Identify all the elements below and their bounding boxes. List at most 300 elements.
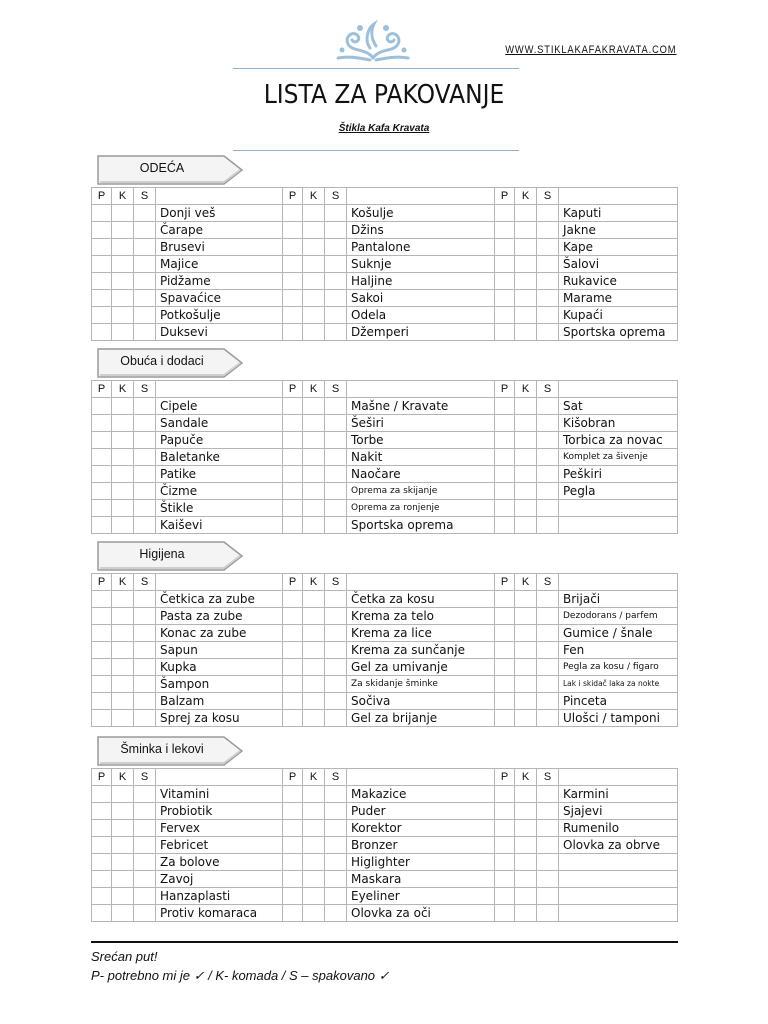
checkbox-cell-p[interactable] <box>495 905 515 922</box>
checkbox-cell-p[interactable] <box>283 500 303 517</box>
checkbox-cell-s[interactable] <box>325 517 347 534</box>
checkbox-cell-p[interactable] <box>92 608 112 625</box>
checkbox-cell-k[interactable] <box>112 591 134 608</box>
checkbox-cell-k[interactable] <box>515 256 537 273</box>
website-link[interactable]: WWW.STIKLAKAFAKRAVATA.COM <box>504 44 676 56</box>
checkbox-cell-s[interactable] <box>134 239 156 256</box>
checkbox-cell-k[interactable] <box>303 205 325 222</box>
checkbox-cell-p[interactable] <box>283 239 303 256</box>
table-header-row <box>92 574 678 591</box>
checkbox-cell-k[interactable] <box>515 415 537 432</box>
checkbox-cell-p[interactable] <box>283 659 303 676</box>
checkbox-cell-s[interactable] <box>134 415 156 432</box>
checkbox-cell-p[interactable] <box>495 517 515 534</box>
checkbox-cell-s[interactable] <box>537 500 559 517</box>
checkbox-cell-k[interactable] <box>112 710 134 727</box>
checkbox-cell-s[interactable] <box>325 659 347 676</box>
checkbox-cell-k[interactable] <box>112 398 134 415</box>
checkbox-cell-p[interactable] <box>92 710 112 727</box>
checkbox-cell-k[interactable] <box>515 710 537 727</box>
checkbox-cell-s[interactable] <box>537 307 559 324</box>
checkbox-cell-s[interactable] <box>537 398 559 415</box>
checkbox-cell-k[interactable] <box>303 222 325 239</box>
checkbox-cell-s[interactable] <box>325 307 347 324</box>
checkbox-cell-s[interactable] <box>134 820 156 837</box>
checkbox-cell-p[interactable] <box>92 324 112 341</box>
checkbox-cell-p[interactable] <box>495 432 515 449</box>
checkbox-cell-k[interactable] <box>303 710 325 727</box>
checkbox-cell-s[interactable] <box>325 415 347 432</box>
checkbox-cell-p[interactable] <box>495 854 515 871</box>
checkbox-cell-p[interactable] <box>92 256 112 273</box>
checkbox-cell-s[interactable] <box>134 871 156 888</box>
checkbox-cell-k[interactable] <box>112 324 134 341</box>
checkbox-cell-p[interactable] <box>495 273 515 290</box>
checkbox-cell-k[interactable] <box>303 608 325 625</box>
checkbox-cell-s[interactable] <box>134 693 156 710</box>
checkbox-cell-p[interactable] <box>495 871 515 888</box>
checkbox-cell-k[interactable] <box>303 676 325 693</box>
checkbox-cell-p[interactable] <box>283 432 303 449</box>
checkbox-cell-s[interactable] <box>537 820 559 837</box>
table-row <box>92 256 678 273</box>
checkbox-cell-s[interactable] <box>325 466 347 483</box>
checkbox-cell-s[interactable] <box>134 905 156 922</box>
checkbox-cell-k[interactable] <box>515 820 537 837</box>
column-header-k: K <box>515 574 537 591</box>
checkbox-cell-k[interactable] <box>303 290 325 307</box>
checkbox-cell-k[interactable] <box>112 256 134 273</box>
checkbox-cell-s[interactable] <box>537 432 559 449</box>
checkbox-cell-p[interactable] <box>283 837 303 854</box>
checkbox-cell-k[interactable] <box>112 415 134 432</box>
checkbox-cell-s[interactable] <box>537 517 559 534</box>
checkbox-cell-s[interactable] <box>537 324 559 341</box>
checkbox-cell-p[interactable] <box>283 642 303 659</box>
checkbox-cell-k[interactable] <box>515 854 537 871</box>
checkbox-cell-k[interactable] <box>112 432 134 449</box>
checkbox-cell-s[interactable] <box>325 608 347 625</box>
checkbox-cell-k[interactable] <box>515 432 537 449</box>
checkbox-cell-k[interactable] <box>515 888 537 905</box>
checkbox-cell-k[interactable] <box>112 854 134 871</box>
checkbox-cell-s[interactable] <box>134 625 156 642</box>
checkbox-cell-s[interactable] <box>325 398 347 415</box>
column-header-k: K <box>112 574 134 591</box>
checkbox-cell-k[interactable] <box>515 591 537 608</box>
checkbox-cell-k[interactable] <box>515 659 537 676</box>
checkbox-cell-s[interactable] <box>537 239 559 256</box>
checkbox-cell-s[interactable] <box>134 398 156 415</box>
checkbox-cell-p[interactable] <box>92 871 112 888</box>
checkbox-cell-k[interactable] <box>515 324 537 341</box>
checkbox-cell-s[interactable] <box>325 222 347 239</box>
checkbox-cell-k[interactable] <box>303 803 325 820</box>
checkbox-cell-p[interactable] <box>92 273 112 290</box>
checkbox-cell-p[interactable] <box>283 625 303 642</box>
checkbox-cell-p[interactable] <box>283 273 303 290</box>
checkbox-cell-s[interactable] <box>537 205 559 222</box>
checkbox-cell-k[interactable] <box>303 693 325 710</box>
checkbox-cell-s[interactable] <box>325 676 347 693</box>
checkbox-cell-s[interactable] <box>537 415 559 432</box>
checkbox-cell-k[interactable] <box>303 324 325 341</box>
checkbox-cell-s[interactable] <box>537 693 559 710</box>
checkbox-cell-k[interactable] <box>303 786 325 803</box>
checkbox-cell-s[interactable] <box>537 449 559 466</box>
checkbox-cell-p[interactable] <box>92 786 112 803</box>
checkbox-cell-s[interactable] <box>134 803 156 820</box>
checkbox-cell-k[interactable] <box>515 449 537 466</box>
checkbox-cell-k[interactable] <box>515 837 537 854</box>
checkbox-cell-p[interactable] <box>92 239 112 256</box>
checkbox-cell-s[interactable] <box>325 871 347 888</box>
checkbox-cell-k[interactable] <box>303 837 325 854</box>
checkbox-cell-s[interactable] <box>134 608 156 625</box>
checkbox-cell-p[interactable] <box>283 398 303 415</box>
checkbox-cell-s[interactable] <box>325 786 347 803</box>
checkbox-cell-p[interactable] <box>283 256 303 273</box>
checkbox-cell-k[interactable] <box>112 239 134 256</box>
checkbox-cell-p[interactable] <box>495 205 515 222</box>
checkbox-cell-p[interactable] <box>495 290 515 307</box>
checkbox-cell-p[interactable] <box>283 710 303 727</box>
checkbox-cell-s[interactable] <box>134 256 156 273</box>
checkbox-cell-p[interactable] <box>495 837 515 854</box>
checkbox-cell-k[interactable] <box>303 659 325 676</box>
checkbox-cell-p[interactable] <box>283 449 303 466</box>
checkbox-cell-k[interactable] <box>515 483 537 500</box>
checkbox-cell-k[interactable] <box>112 820 134 837</box>
checkbox-cell-p[interactable] <box>92 398 112 415</box>
checkbox-cell-k[interactable] <box>303 500 325 517</box>
checkbox-cell-s[interactable] <box>325 273 347 290</box>
checkbox-cell-p[interactable] <box>495 398 515 415</box>
checkbox-cell-p[interactable] <box>92 222 112 239</box>
checkbox-cell-k[interactable] <box>515 398 537 415</box>
checkbox-cell-p[interactable] <box>92 659 112 676</box>
checkbox-cell-p[interactable] <box>495 256 515 273</box>
checkbox-cell-s[interactable] <box>537 676 559 693</box>
section-sminka-i-lekovi <box>91 734 677 922</box>
checkbox-cell-p[interactable] <box>283 307 303 324</box>
checkbox-cell-k[interactable] <box>303 398 325 415</box>
checkbox-cell-k[interactable] <box>112 786 134 803</box>
checkbox-cell-p[interactable] <box>495 449 515 466</box>
checkbox-cell-s[interactable] <box>134 500 156 517</box>
page-subtitle: Štikla Kafa Kravata <box>338 123 430 134</box>
checkbox-cell-s[interactable] <box>134 854 156 871</box>
checkbox-cell-s[interactable] <box>537 905 559 922</box>
checkbox-cell-p[interactable] <box>92 466 112 483</box>
checkbox-cell-k[interactable] <box>515 222 537 239</box>
checkbox-cell-s[interactable] <box>537 256 559 273</box>
checkbox-cell-k[interactable] <box>515 466 537 483</box>
checkbox-cell-k[interactable] <box>112 273 134 290</box>
checkbox-cell-s[interactable] <box>325 710 347 727</box>
checkbox-cell-s[interactable] <box>134 591 156 608</box>
checkbox-cell-s[interactable] <box>537 786 559 803</box>
checkbox-cell-p[interactable] <box>92 642 112 659</box>
checkbox-cell-p[interactable] <box>92 517 112 534</box>
checkbox-cell-s[interactable] <box>134 676 156 693</box>
checkbox-cell-k[interactable] <box>303 239 325 256</box>
checkbox-cell-p[interactable] <box>92 449 112 466</box>
checkbox-cell-s[interactable] <box>134 710 156 727</box>
checkbox-cell-p[interactable] <box>495 693 515 710</box>
item-label: Sočiva <box>347 693 495 710</box>
checkbox-cell-s[interactable] <box>537 710 559 727</box>
checkbox-cell-p[interactable] <box>283 820 303 837</box>
checkbox-cell-p[interactable] <box>283 676 303 693</box>
checkbox-cell-p[interactable] <box>92 693 112 710</box>
checkbox-cell-p[interactable] <box>283 290 303 307</box>
checkbox-cell-s[interactable] <box>325 693 347 710</box>
checkbox-cell-p[interactable] <box>92 820 112 837</box>
checkbox-cell-s[interactable] <box>325 591 347 608</box>
checkbox-cell-k[interactable] <box>515 205 537 222</box>
checkbox-cell-s[interactable] <box>134 888 156 905</box>
checkbox-cell-s[interactable] <box>537 591 559 608</box>
checkbox-cell-s[interactable] <box>537 273 559 290</box>
checkbox-cell-s[interactable] <box>325 854 347 871</box>
checkbox-cell-p[interactable] <box>495 222 515 239</box>
checkbox-cell-p[interactable] <box>495 625 515 642</box>
checkbox-cell-k[interactable] <box>515 803 537 820</box>
checkbox-cell-p[interactable] <box>283 608 303 625</box>
checkbox-cell-k[interactable] <box>303 820 325 837</box>
checkbox-cell-s[interactable] <box>537 483 559 500</box>
checkbox-cell-p[interactable] <box>283 415 303 432</box>
checkbox-cell-s[interactable] <box>325 483 347 500</box>
checkbox-cell-p[interactable] <box>92 307 112 324</box>
checkbox-cell-p[interactable] <box>92 290 112 307</box>
checkbox-cell-k[interactable] <box>515 500 537 517</box>
checkbox-cell-k[interactable] <box>515 676 537 693</box>
checkbox-cell-p[interactable] <box>495 483 515 500</box>
checkbox-cell-p[interactable] <box>283 324 303 341</box>
checkbox-cell-p[interactable] <box>495 659 515 676</box>
checkbox-cell-p[interactable] <box>92 854 112 871</box>
checkbox-cell-s[interactable] <box>537 803 559 820</box>
checkbox-cell-p[interactable] <box>283 205 303 222</box>
checkbox-cell-p[interactable] <box>495 500 515 517</box>
checkbox-cell-k[interactable] <box>112 676 134 693</box>
checkbox-cell-k[interactable] <box>112 307 134 324</box>
checkbox-cell-p[interactable] <box>92 888 112 905</box>
checkbox-cell-s[interactable] <box>325 205 347 222</box>
checkbox-cell-k[interactable] <box>112 500 134 517</box>
checkbox-cell-k[interactable] <box>303 888 325 905</box>
checkbox-cell-k[interactable] <box>515 608 537 625</box>
checkbox-cell-k[interactable] <box>112 290 134 307</box>
checkbox-cell-k[interactable] <box>515 642 537 659</box>
checkbox-cell-p[interactable] <box>495 415 515 432</box>
checkbox-cell-s[interactable] <box>134 222 156 239</box>
checkbox-cell-s[interactable] <box>134 483 156 500</box>
checkbox-cell-k[interactable] <box>303 432 325 449</box>
checkbox-cell-p[interactable] <box>92 625 112 642</box>
checkbox-cell-k[interactable] <box>112 517 134 534</box>
checkbox-cell-p[interactable] <box>495 888 515 905</box>
checkbox-cell-k[interactable] <box>303 449 325 466</box>
checkbox-cell-k[interactable] <box>303 642 325 659</box>
checkbox-cell-s[interactable] <box>134 324 156 341</box>
checkbox-cell-s[interactable] <box>537 659 559 676</box>
checkbox-cell-k[interactable] <box>112 837 134 854</box>
checkbox-cell-p[interactable] <box>283 905 303 922</box>
checkbox-cell-k[interactable] <box>515 290 537 307</box>
checkbox-cell-k[interactable] <box>112 625 134 642</box>
checkbox-cell-p[interactable] <box>92 500 112 517</box>
checkbox-cell-k[interactable] <box>515 239 537 256</box>
checkbox-cell-p[interactable] <box>283 786 303 803</box>
checkbox-cell-p[interactable] <box>495 324 515 341</box>
checkbox-cell-s[interactable] <box>537 642 559 659</box>
checkbox-cell-p[interactable] <box>495 608 515 625</box>
checkbox-cell-p[interactable] <box>283 466 303 483</box>
checkbox-cell-k[interactable] <box>515 517 537 534</box>
checkbox-cell-k[interactable] <box>112 905 134 922</box>
checkbox-cell-k[interactable] <box>303 905 325 922</box>
checkbox-cell-s[interactable] <box>537 871 559 888</box>
checkbox-cell-s[interactable] <box>325 239 347 256</box>
checkbox-cell-p[interactable] <box>283 483 303 500</box>
checkbox-cell-s[interactable] <box>325 449 347 466</box>
checkbox-cell-p[interactable] <box>495 591 515 608</box>
checkbox-cell-k[interactable] <box>303 256 325 273</box>
checkbox-cell-k[interactable] <box>112 466 134 483</box>
checkbox-cell-s[interactable] <box>325 820 347 837</box>
checkbox-cell-s[interactable] <box>134 449 156 466</box>
checkbox-cell-s[interactable] <box>325 642 347 659</box>
checkbox-cell-p[interactable] <box>283 591 303 608</box>
checkbox-cell-k[interactable] <box>112 659 134 676</box>
checkbox-cell-s[interactable] <box>325 290 347 307</box>
checkbox-cell-s[interactable] <box>537 466 559 483</box>
checkbox-cell-p[interactable] <box>92 415 112 432</box>
checkbox-cell-k[interactable] <box>303 871 325 888</box>
checkbox-cell-p[interactable] <box>495 786 515 803</box>
checkbox-cell-k[interactable] <box>303 466 325 483</box>
checkbox-cell-s[interactable] <box>134 307 156 324</box>
checkbox-cell-s[interactable] <box>134 273 156 290</box>
checkbox-cell-s[interactable] <box>537 837 559 854</box>
checkbox-cell-s[interactable] <box>134 290 156 307</box>
checkbox-cell-s[interactable] <box>325 432 347 449</box>
checkbox-cell-p[interactable] <box>495 676 515 693</box>
checkbox-cell-p[interactable] <box>495 239 515 256</box>
section-tag <box>96 539 246 573</box>
checkbox-cell-k[interactable] <box>303 307 325 324</box>
checkbox-cell-k[interactable] <box>112 888 134 905</box>
item-label: Puder <box>347 803 495 820</box>
checkbox-cell-s[interactable] <box>537 608 559 625</box>
checkbox-cell-s[interactable] <box>325 500 347 517</box>
checkbox-cell-k[interactable] <box>303 517 325 534</box>
checkbox-cell-p[interactable] <box>283 871 303 888</box>
checkbox-cell-p[interactable] <box>283 803 303 820</box>
checkbox-cell-s[interactable] <box>537 290 559 307</box>
checkbox-cell-p[interactable] <box>92 803 112 820</box>
checkbox-cell-s[interactable] <box>537 625 559 642</box>
checkbox-cell-s[interactable] <box>325 803 347 820</box>
checkbox-cell-k[interactable] <box>112 803 134 820</box>
checkbox-cell-s[interactable] <box>134 786 156 803</box>
checkbox-cell-s[interactable] <box>134 659 156 676</box>
checkbox-cell-p[interactable] <box>495 820 515 837</box>
checkbox-cell-k[interactable] <box>112 449 134 466</box>
checkbox-cell-s[interactable] <box>537 888 559 905</box>
checkbox-cell-s[interactable] <box>134 205 156 222</box>
checkbox-cell-k[interactable] <box>515 905 537 922</box>
checkbox-cell-k[interactable] <box>515 625 537 642</box>
checkbox-cell-p[interactable] <box>495 710 515 727</box>
checkbox-cell-k[interactable] <box>112 693 134 710</box>
checkbox-cell-k[interactable] <box>515 786 537 803</box>
checkbox-cell-s[interactable] <box>325 256 347 273</box>
checkbox-cell-p[interactable] <box>92 205 112 222</box>
checkbox-cell-k[interactable] <box>303 273 325 290</box>
checkbox-cell-p[interactable] <box>92 432 112 449</box>
checkbox-cell-s[interactable] <box>325 905 347 922</box>
checkbox-cell-s[interactable] <box>134 517 156 534</box>
checkbox-cell-p[interactable] <box>495 307 515 324</box>
checkbox-cell-s[interactable] <box>325 324 347 341</box>
checkbox-cell-k[interactable] <box>112 483 134 500</box>
checkbox-cell-k[interactable] <box>303 854 325 871</box>
checkbox-cell-s[interactable] <box>325 837 347 854</box>
checkbox-cell-k[interactable] <box>112 871 134 888</box>
checkbox-cell-k[interactable] <box>515 307 537 324</box>
checkbox-cell-p[interactable] <box>495 803 515 820</box>
checkbox-cell-s[interactable] <box>134 837 156 854</box>
checkbox-cell-p[interactable] <box>283 693 303 710</box>
checkbox-cell-k[interactable] <box>303 591 325 608</box>
checkbox-cell-k[interactable] <box>303 415 325 432</box>
checkbox-cell-s[interactable] <box>325 625 347 642</box>
checkbox-cell-s[interactable] <box>134 642 156 659</box>
checkbox-cell-p[interactable] <box>92 483 112 500</box>
checkbox-cell-s[interactable] <box>537 854 559 871</box>
checkbox-cell-p[interactable] <box>283 854 303 871</box>
column-header-s: S <box>537 574 559 591</box>
checkbox-cell-k[interactable] <box>515 273 537 290</box>
checkbox-cell-p[interactable] <box>283 888 303 905</box>
checkbox-cell-p[interactable] <box>92 676 112 693</box>
checkbox-cell-p[interactable] <box>92 905 112 922</box>
checkbox-cell-s[interactable] <box>325 888 347 905</box>
footer-notes <box>91 947 390 985</box>
checkbox-cell-p[interactable] <box>92 837 112 854</box>
checkbox-cell-s[interactable] <box>134 466 156 483</box>
checkbox-cell-p[interactable] <box>92 591 112 608</box>
checkbox-cell-k[interactable] <box>112 205 134 222</box>
checkbox-cell-k[interactable] <box>515 693 537 710</box>
checkbox-cell-p[interactable] <box>495 466 515 483</box>
checkbox-cell-k[interactable] <box>112 222 134 239</box>
checkbox-cell-k[interactable] <box>303 625 325 642</box>
checkbox-cell-p[interactable] <box>283 517 303 534</box>
checkbox-cell-p[interactable] <box>283 222 303 239</box>
checkbox-cell-k[interactable] <box>112 642 134 659</box>
checkbox-cell-s[interactable] <box>134 432 156 449</box>
checkbox-cell-k[interactable] <box>303 483 325 500</box>
checkbox-cell-k[interactable] <box>515 871 537 888</box>
checkbox-cell-p[interactable] <box>495 642 515 659</box>
checkbox-cell-s[interactable] <box>537 222 559 239</box>
checkbox-cell-k[interactable] <box>112 608 134 625</box>
